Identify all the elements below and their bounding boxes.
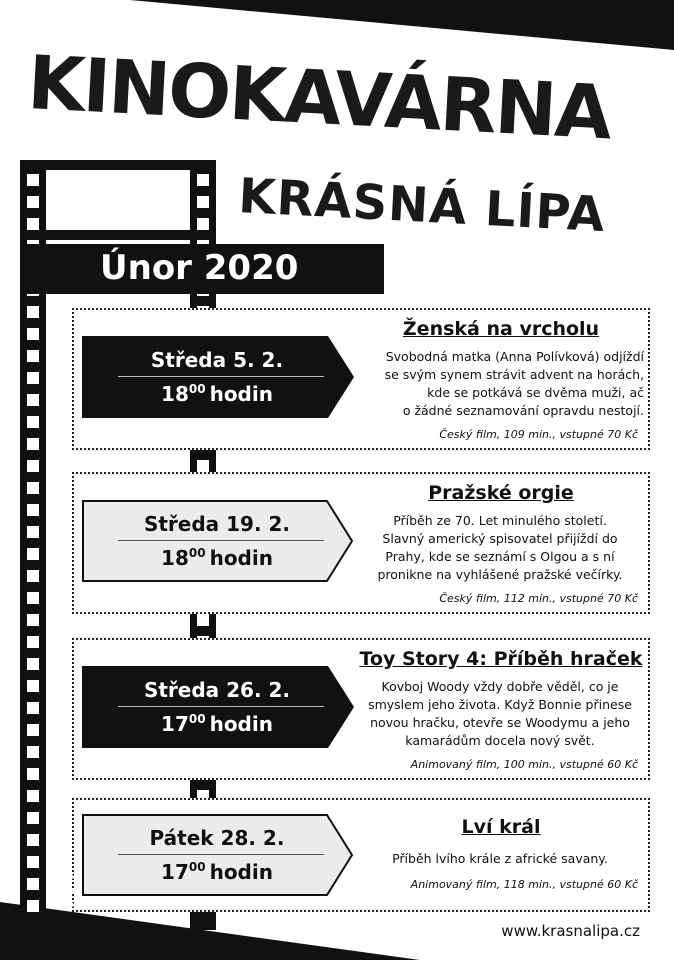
film-perforation <box>27 482 39 494</box>
event-time <box>110 712 324 736</box>
film-description <box>356 512 644 584</box>
event-card <box>72 798 650 912</box>
coffee-logo-icon <box>50 868 80 928</box>
film-perforation <box>27 218 39 230</box>
film-perforation <box>27 460 39 472</box>
time-suffix: hodin <box>209 712 273 736</box>
film-description <box>356 850 644 868</box>
event-time <box>110 546 324 570</box>
cinema-title: KINOKAVÁRNA <box>25 40 613 157</box>
description-line: Slavný americký spisovatel přijíždí do <box>382 531 618 546</box>
film-perforation <box>197 460 209 472</box>
time-suffix: hodin <box>209 860 273 884</box>
film-info: Český film, 112 min., vstupné 70 Kč <box>439 592 638 605</box>
event-date: Pátek 28. 2. <box>149 826 285 850</box>
date-separator <box>118 540 324 541</box>
film-perforation <box>27 636 39 648</box>
event-date: Středa 19. 2. <box>143 512 291 536</box>
description-line: Příběh ze 70. Let minulého století. <box>393 513 607 528</box>
film-perforation <box>27 350 39 362</box>
film-perforation <box>27 746 39 758</box>
description-line: Svobodná matka (Anna Polívková) odjíždí <box>385 349 644 364</box>
film-perforation <box>197 614 209 626</box>
event-card <box>72 638 650 780</box>
film-perforation <box>197 196 209 208</box>
film-perforation <box>27 812 39 824</box>
time-suffix: hodin <box>209 546 273 570</box>
film-perforation <box>27 174 39 186</box>
film-perforation <box>27 328 39 340</box>
website-url[interactable]: www.krasnalipa.cz <box>501 922 640 940</box>
event-date: Středa 26. 2. <box>143 678 291 702</box>
film-title: Toy Story 4: Příběh hraček <box>359 648 643 670</box>
film-perforation <box>27 680 39 692</box>
date-separator <box>118 376 324 377</box>
time-hour: 17 <box>161 860 189 884</box>
film-perforation <box>27 438 39 450</box>
film-perforation <box>27 790 39 802</box>
film-title: Lví král <box>461 816 541 838</box>
month-label: Únor 2020 <box>100 248 299 288</box>
description-line: Příběh lvího krále z africké savany. <box>392 851 608 866</box>
film-perforation <box>27 372 39 384</box>
film-perforation <box>27 306 39 318</box>
film-perforation <box>27 548 39 560</box>
event-date: Středa 5. 2. <box>150 348 284 372</box>
event-time <box>110 860 324 884</box>
film-title: Ženská na vrcholu <box>402 318 600 340</box>
time-hour: 17 <box>161 712 189 736</box>
film-perforation <box>27 614 39 626</box>
description-line: novou hračku, otevře se Woodymu a jeho <box>370 715 630 730</box>
film-perforation <box>27 526 39 538</box>
film-perforation <box>27 658 39 670</box>
event-card <box>72 472 650 614</box>
description-line: pronikne na vyhlášené pražské večírky. <box>377 567 623 582</box>
time-minutes: 00 <box>188 546 206 560</box>
description-line: smyslem jeho života. Když Bonnie přinese <box>368 697 632 712</box>
film-title: Pražské orgie <box>428 482 574 504</box>
description-line: kde se potkává se dvěma muži, ač <box>427 385 644 400</box>
film-description <box>356 348 644 420</box>
film-info: Animovaný film, 118 min., vstupné 60 Kč <box>410 878 638 891</box>
event-card <box>72 308 650 450</box>
film-perforation <box>27 394 39 406</box>
description-line: Prahy, kde se seznámí s Olgou a s ní <box>385 549 615 564</box>
film-info: Český film, 109 min., vstupné 70 Kč <box>439 428 638 441</box>
film-perforation <box>27 592 39 604</box>
film-perforation <box>27 724 39 736</box>
time-minutes: 00 <box>188 860 206 874</box>
description-line: kamarádům docela nový svět. <box>405 733 595 748</box>
event-time <box>110 382 324 406</box>
film-description <box>356 678 644 750</box>
film-perforation <box>27 856 39 868</box>
film-perforation <box>27 900 39 912</box>
film-perforation <box>27 768 39 780</box>
film-perforation <box>27 834 39 846</box>
film-perforation <box>197 174 209 186</box>
town-subtitle: KRÁSNÁ LÍPA <box>237 168 607 244</box>
film-perforation <box>27 416 39 428</box>
film-perforation <box>27 196 39 208</box>
description-line: se svým synem strávit advent na horách, <box>384 367 644 382</box>
description-line: o žádné seznamování opravdu nestojí. <box>402 403 644 418</box>
time-hour: 18 <box>161 546 189 570</box>
time-minutes: 00 <box>188 382 206 396</box>
film-perforation <box>197 218 209 230</box>
date-separator <box>118 854 324 855</box>
film-perforation <box>27 504 39 516</box>
film-perforation <box>27 702 39 714</box>
time-hour: 18 <box>161 382 189 406</box>
film-info: Animovaný film, 100 min., vstupné 60 Kč <box>410 758 638 771</box>
time-suffix: hodin <box>209 382 273 406</box>
description-line: Kovboj Woody vždy dobře věděl, co je <box>381 679 619 694</box>
film-perforation <box>27 878 39 890</box>
film-perforation <box>27 570 39 582</box>
time-minutes: 00 <box>188 712 206 726</box>
date-separator <box>118 706 324 707</box>
